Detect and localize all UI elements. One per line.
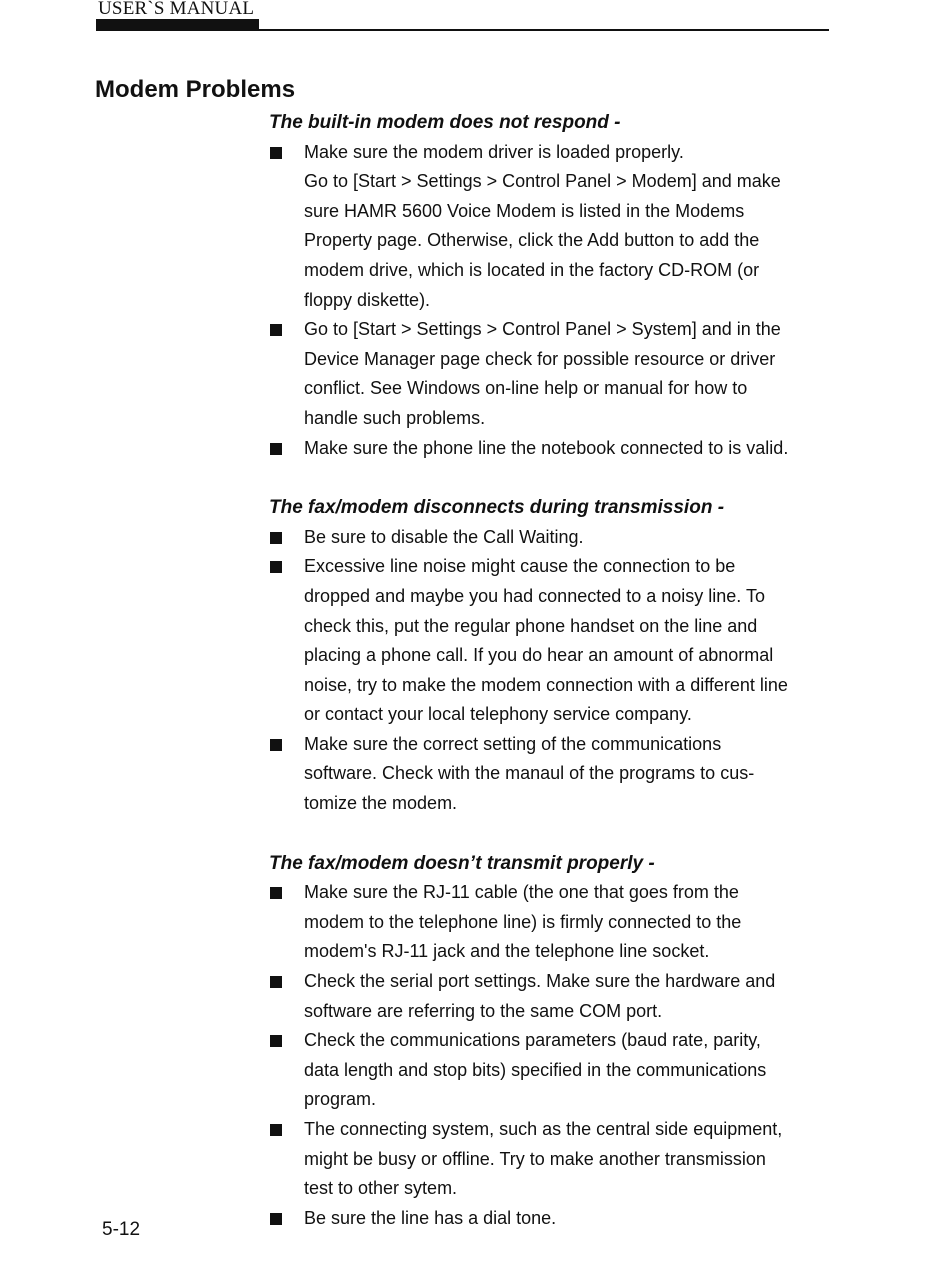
list-item	[269, 967, 844, 1026]
square-bullet-icon	[270, 976, 282, 988]
list-item	[269, 315, 844, 433]
running-header: USER`S MANUAL	[98, 0, 255, 19]
section-heading: The fax/modem disconnects during transmission -	[269, 497, 725, 519]
square-bullet-icon	[270, 739, 282, 751]
square-bullet-icon	[270, 887, 282, 899]
page-title: Modem Problems	[95, 76, 296, 103]
list-item	[269, 523, 844, 553]
bullet-list	[269, 138, 844, 464]
list-item	[269, 552, 844, 730]
list-item	[269, 1026, 844, 1115]
square-bullet-icon	[270, 324, 282, 336]
section-modem-not-respond	[269, 108, 844, 463]
list-item	[269, 434, 844, 464]
square-bullet-icon	[270, 147, 282, 159]
section-modem-transmit	[269, 849, 844, 1234]
header-rule	[96, 29, 829, 31]
list-item	[269, 1115, 844, 1204]
bullet-list	[269, 523, 844, 819]
square-bullet-icon	[270, 561, 282, 573]
list-item-text: Make sure the correct setting of the communications software. Check with the manaul of the programs to cus- tomize the modem.	[304, 733, 755, 814]
bullet-list	[269, 878, 844, 1233]
list-item-text: Go to [Start > Settings > Control Panel > System] and in the Device Manager page check for possible resource or driver conflict. See Windows on-line help or manual for how to handle such problems.	[304, 319, 781, 428]
list-item-text: Be sure to disable the Call Waiting.	[304, 526, 584, 547]
list-item-text: Make sure the RJ-11 cable (the one that goes from the modem to the telephone line) is firmly connected to the modem's RJ-11 jack and the telephone line socket.	[304, 882, 742, 962]
list-item-text: The connecting system, such as the central side equipment, might be busy or offline. Try to make another transmission test to other sytem.	[304, 1119, 783, 1199]
list-item	[269, 138, 844, 316]
list-item-text: Check the serial port settings. Make sure the hardware and software are referring to the same COM port.	[304, 971, 776, 1021]
list-item-text: Be sure the line has a dial tone.	[304, 1207, 557, 1228]
list-item-text: Check the communications parameters (baud rate, parity, data length and stop bits) specified in the communications program.	[304, 1030, 767, 1110]
page-number: 5-12	[102, 1219, 141, 1240]
list-item	[269, 878, 844, 967]
section-heading: The fax/modem doesn’t transmit properly -	[269, 852, 655, 874]
square-bullet-icon	[270, 1124, 282, 1136]
section-heading: The built-in modem does not respond -	[269, 112, 621, 133]
list-item-text: Make sure the modem driver is loaded properly. Go to [Start > Settings > Control Panel > Modem] and make sure HAMR 5600 Voice Modem is listed in the Modems Property page. Otherwise, click the Add button to add the modem drive, which is located in the factory CD-ROM (or floppy diskette).	[304, 141, 781, 310]
square-bullet-icon	[270, 1213, 282, 1225]
section-modem-disconnects	[269, 493, 844, 819]
list-item	[269, 730, 844, 819]
square-bullet-icon	[270, 532, 282, 544]
troubleshooting-content	[269, 108, 844, 1233]
list-item	[269, 1204, 844, 1234]
square-bullet-icon	[270, 443, 282, 455]
square-bullet-icon	[270, 1035, 282, 1047]
list-item-text: Make sure the phone line the notebook connected to is valid.	[304, 437, 789, 458]
list-item-text: Excessive line noise might cause the connection to be dropped and maybe you had connected to a noisy line. To check this, put the regular phone handset on the line and placing a phone call. If you do hear an amount of abnormal noise, try to make the modem connection with a different line or contact your local telephony service company.	[304, 556, 788, 725]
